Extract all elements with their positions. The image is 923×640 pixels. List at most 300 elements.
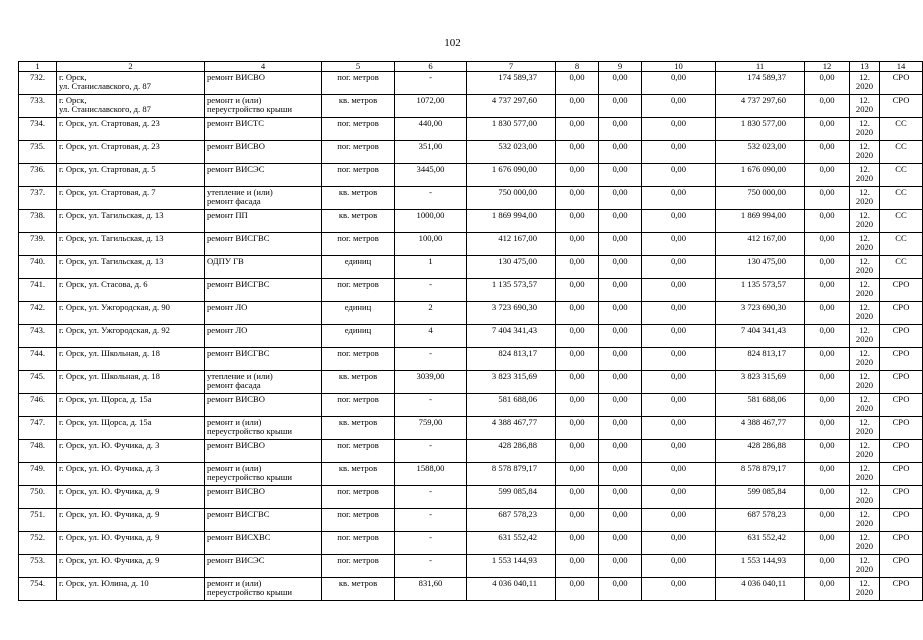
column-header: 9 <box>599 62 642 72</box>
unit-cell: пог. метров <box>322 141 395 164</box>
amount-cell: 4 036 040,11 <box>716 578 805 601</box>
table-row <box>19 279 923 302</box>
work-type-cell: ремонт ВИСЭС <box>205 164 322 187</box>
column-header: 6 <box>395 62 467 72</box>
address-cell: г. Орск, ул. Ужгородская, д. 92 <box>57 325 205 348</box>
work-type-cell: ремонт ПП <box>205 210 322 233</box>
amount-cell: 0,00 <box>599 348 642 371</box>
amount-cell: 0,00 <box>599 279 642 302</box>
column-header: 11 <box>716 62 805 72</box>
amount-cell: 0,00 <box>642 95 716 118</box>
total-cost-cell: 1 135 573,57 <box>467 279 556 302</box>
table-row <box>19 325 923 348</box>
amount-cell: 0,00 <box>599 578 642 601</box>
table-row <box>19 256 923 279</box>
amount-cell: 0,00 <box>642 141 716 164</box>
amount-cell: 0,00 <box>805 371 850 394</box>
funding-source-cell: СРО <box>880 486 923 509</box>
address-cell: г. Орск, ул. Станиславского, д. 87 <box>57 95 205 118</box>
column-header: 14 <box>880 62 923 72</box>
amount-cell: 0,00 <box>556 256 599 279</box>
row-number: 741. <box>19 279 57 302</box>
funding-source-cell: СРО <box>880 463 923 486</box>
amount-cell: 0,00 <box>556 118 599 141</box>
date-cell: 12. 2020 <box>850 532 880 555</box>
address-cell: г. Орск, ул. Ю. Фучика, д. 3 <box>57 440 205 463</box>
unit-cell: пог. метров <box>322 348 395 371</box>
amount-cell: 174 589,37 <box>716 72 805 95</box>
address-cell: г. Орск, ул. Юлина, д. 10 <box>57 578 205 601</box>
address-cell: г. Орск, ул. Ю. Фучика, д. 9 <box>57 532 205 555</box>
amount-cell: 0,00 <box>599 256 642 279</box>
total-cost-cell: 4 036 040,11 <box>467 578 556 601</box>
total-cost-cell: 824 813,17 <box>467 348 556 371</box>
date-cell: 12. 2020 <box>850 463 880 486</box>
amount-cell: 0,00 <box>599 187 642 210</box>
amount-cell: 631 552,42 <box>716 532 805 555</box>
table-row <box>19 463 923 486</box>
row-number: 742. <box>19 302 57 325</box>
amount-cell: 0,00 <box>642 532 716 555</box>
address-cell: г. Орск, ул. Тагильская, д. 13 <box>57 256 205 279</box>
amount-cell: 0,00 <box>556 555 599 578</box>
amount-cell: 0,00 <box>556 348 599 371</box>
unit-cell: пог. метров <box>322 279 395 302</box>
unit-cell: кв. метров <box>322 417 395 440</box>
work-type-cell: ремонт ВИСГВС <box>205 279 322 302</box>
amount-cell: 0,00 <box>599 440 642 463</box>
date-cell: 12. 2020 <box>850 417 880 440</box>
funding-source-cell: СС <box>880 118 923 141</box>
work-type-cell: утепление и (или) ремонт фасада <box>205 187 322 210</box>
amount-cell: 0,00 <box>642 371 716 394</box>
column-header: 8 <box>556 62 599 72</box>
amount-cell: 0,00 <box>805 233 850 256</box>
quantity-cell: - <box>395 72 467 95</box>
amount-cell: 0,00 <box>556 302 599 325</box>
quantity-cell: 440,00 <box>395 118 467 141</box>
column-header: 5 <box>322 62 395 72</box>
amount-cell: 0,00 <box>642 578 716 601</box>
unit-cell: единиц <box>322 302 395 325</box>
amount-cell: 0,00 <box>599 371 642 394</box>
funding-source-cell: СРО <box>880 578 923 601</box>
date-cell: 12. 2020 <box>850 555 880 578</box>
amount-cell: 687 578,23 <box>716 509 805 532</box>
date-cell: 12. 2020 <box>850 440 880 463</box>
amount-cell: 0,00 <box>642 325 716 348</box>
amount-cell: 0,00 <box>642 463 716 486</box>
table-row <box>19 95 923 118</box>
table-row <box>19 348 923 371</box>
total-cost-cell: 1 830 577,00 <box>467 118 556 141</box>
funding-source-cell: СРО <box>880 302 923 325</box>
quantity-cell: 4 <box>395 325 467 348</box>
table-row <box>19 233 923 256</box>
funding-source-cell: СС <box>880 233 923 256</box>
total-cost-cell: 174 589,37 <box>467 72 556 95</box>
funding-source-cell: СРО <box>880 371 923 394</box>
quantity-cell: - <box>395 394 467 417</box>
amount-cell: 0,00 <box>599 302 642 325</box>
unit-cell: пог. метров <box>322 394 395 417</box>
table-row <box>19 141 923 164</box>
row-number: 740. <box>19 256 57 279</box>
work-type-cell: ремонт ВИСГВС <box>205 348 322 371</box>
unit-cell: пог. метров <box>322 486 395 509</box>
row-number: 736. <box>19 164 57 187</box>
amount-cell: 0,00 <box>556 95 599 118</box>
date-cell: 12. 2020 <box>850 164 880 187</box>
amount-cell: 0,00 <box>556 463 599 486</box>
table-row <box>19 578 923 601</box>
row-number: 732. <box>19 72 57 95</box>
address-cell: г. Орск, ул. Тагильская, д. 13 <box>57 210 205 233</box>
amount-cell: 0,00 <box>556 417 599 440</box>
address-cell: г. Орск, ул. Ю. Фучика, д. 9 <box>57 486 205 509</box>
amount-cell: 0,00 <box>805 302 850 325</box>
funding-source-cell: СРО <box>880 417 923 440</box>
row-number: 739. <box>19 233 57 256</box>
row-number: 744. <box>19 348 57 371</box>
amount-cell: 0,00 <box>599 72 642 95</box>
date-cell: 12. 2020 <box>850 187 880 210</box>
amount-cell: 0,00 <box>599 463 642 486</box>
amount-cell: 0,00 <box>805 578 850 601</box>
row-number: 738. <box>19 210 57 233</box>
amount-cell: 532 023,00 <box>716 141 805 164</box>
address-cell: г. Орск, ул. Ужгородская, д. 90 <box>57 302 205 325</box>
amount-cell: 581 688,06 <box>716 394 805 417</box>
unit-cell: пог. метров <box>322 440 395 463</box>
table-row <box>19 72 923 95</box>
address-cell: г. Орск, ул. Ю. Фучика, д. 3 <box>57 463 205 486</box>
amount-cell: 4 737 297,60 <box>716 95 805 118</box>
quantity-cell: 1000,00 <box>395 210 467 233</box>
amount-cell: 1 830 577,00 <box>716 118 805 141</box>
amount-cell: 0,00 <box>805 141 850 164</box>
row-number: 735. <box>19 141 57 164</box>
amount-cell: 412 167,00 <box>716 233 805 256</box>
unit-cell: единиц <box>322 325 395 348</box>
amount-cell: 0,00 <box>805 463 850 486</box>
unit-cell: кв. метров <box>322 578 395 601</box>
unit-cell: кв. метров <box>322 210 395 233</box>
amount-cell: 0,00 <box>805 187 850 210</box>
date-cell: 12. 2020 <box>850 578 880 601</box>
funding-source-cell: СС <box>880 187 923 210</box>
quantity-cell: 831,60 <box>395 578 467 601</box>
amount-cell: 0,00 <box>556 210 599 233</box>
quantity-cell: 759,00 <box>395 417 467 440</box>
date-cell: 12. 2020 <box>850 95 880 118</box>
amount-cell: 0,00 <box>805 72 850 95</box>
column-header: 1 <box>19 62 57 72</box>
quantity-cell: - <box>395 279 467 302</box>
amount-cell: 0,00 <box>599 141 642 164</box>
funding-source-cell: СРО <box>880 95 923 118</box>
amount-cell: 0,00 <box>642 164 716 187</box>
amount-cell: 4 388 467,77 <box>716 417 805 440</box>
amount-cell: 0,00 <box>805 210 850 233</box>
row-number: 733. <box>19 95 57 118</box>
unit-cell: единиц <box>322 256 395 279</box>
amount-cell: 0,00 <box>805 394 850 417</box>
date-cell: 12. 2020 <box>850 486 880 509</box>
amount-cell: 0,00 <box>599 486 642 509</box>
quantity-cell: - <box>395 532 467 555</box>
column-header: 13 <box>850 62 880 72</box>
amount-cell: 0,00 <box>805 486 850 509</box>
funding-source-cell: СС <box>880 210 923 233</box>
unit-cell: пог. метров <box>322 233 395 256</box>
amount-cell: 0,00 <box>642 279 716 302</box>
amount-cell: 0,00 <box>599 95 642 118</box>
date-cell: 12. 2020 <box>850 371 880 394</box>
unit-cell: кв. метров <box>322 463 395 486</box>
amount-cell: 0,00 <box>556 233 599 256</box>
repair-program-table <box>18 61 923 601</box>
address-cell: г. Орск, ул. Стартовая, д. 23 <box>57 118 205 141</box>
address-cell: г. Орск, ул. Стартовая, д. 5 <box>57 164 205 187</box>
funding-source-cell: СС <box>880 164 923 187</box>
total-cost-cell: 412 167,00 <box>467 233 556 256</box>
work-type-cell: ремонт ВИСВО <box>205 440 322 463</box>
amount-cell: 0,00 <box>642 210 716 233</box>
funding-source-cell: СРО <box>880 555 923 578</box>
column-header: 4 <box>205 62 322 72</box>
date-cell: 12. 2020 <box>850 302 880 325</box>
amount-cell: 0,00 <box>805 348 850 371</box>
amount-cell: 0,00 <box>556 486 599 509</box>
amount-cell: 3 723 690,30 <box>716 302 805 325</box>
quantity-cell: 1072,00 <box>395 95 467 118</box>
quantity-cell: 3039,00 <box>395 371 467 394</box>
work-type-cell: ремонт ВИСЭС <box>205 555 322 578</box>
row-number: 747. <box>19 417 57 440</box>
row-number: 752. <box>19 532 57 555</box>
table-row <box>19 302 923 325</box>
amount-cell: 0,00 <box>642 118 716 141</box>
work-type-cell: ремонт ВИСГВС <box>205 233 322 256</box>
amount-cell: 0,00 <box>642 509 716 532</box>
funding-source-cell: СРО <box>880 72 923 95</box>
work-type-cell: ремонт и (или) переустройство крыши <box>205 417 322 440</box>
amount-cell: 0,00 <box>556 141 599 164</box>
quantity-cell: 1 <box>395 256 467 279</box>
amount-cell: 0,00 <box>642 256 716 279</box>
address-cell: г. Орск, ул. Тагильская, д. 13 <box>57 233 205 256</box>
address-cell: г. Орск, ул. Стартовая, д. 7 <box>57 187 205 210</box>
funding-source-cell: СС <box>880 141 923 164</box>
date-cell: 12. 2020 <box>850 210 880 233</box>
quantity-cell: - <box>395 486 467 509</box>
address-cell: г. Орск, ул. Щорса, д. 15а <box>57 417 205 440</box>
amount-cell: 0,00 <box>556 279 599 302</box>
amount-cell: 0,00 <box>599 233 642 256</box>
address-cell: г. Орск, ул. Стартовая, д. 23 <box>57 141 205 164</box>
address-cell: г. Орск, ул. Ю. Фучика, д. 9 <box>57 509 205 532</box>
amount-cell: 0,00 <box>599 210 642 233</box>
amount-cell: 1 869 994,00 <box>716 210 805 233</box>
work-type-cell: ремонт ВИСВО <box>205 141 322 164</box>
work-type-cell: ремонт ЛО <box>205 325 322 348</box>
quantity-cell: 351,00 <box>395 141 467 164</box>
amount-cell: 0,00 <box>556 371 599 394</box>
quantity-cell: - <box>395 187 467 210</box>
amount-cell: 0,00 <box>556 440 599 463</box>
total-cost-cell: 3 723 690,30 <box>467 302 556 325</box>
table-row <box>19 118 923 141</box>
table-row <box>19 532 923 555</box>
amount-cell: 0,00 <box>805 279 850 302</box>
funding-source-cell: СРО <box>880 279 923 302</box>
quantity-cell: 3445,00 <box>395 164 467 187</box>
amount-cell: 0,00 <box>805 164 850 187</box>
amount-cell: 0,00 <box>599 325 642 348</box>
amount-cell: 0,00 <box>556 325 599 348</box>
amount-cell: 0,00 <box>556 72 599 95</box>
work-type-cell: ремонт ВИСВО <box>205 394 322 417</box>
work-type-cell: ремонт ВИСВО <box>205 486 322 509</box>
amount-cell: 0,00 <box>556 164 599 187</box>
total-cost-cell: 428 286,88 <box>467 440 556 463</box>
amount-cell: 0,00 <box>642 417 716 440</box>
row-number: 748. <box>19 440 57 463</box>
work-type-cell: ОДПУ ГВ <box>205 256 322 279</box>
quantity-cell: 100,00 <box>395 233 467 256</box>
amount-cell: 3 823 315,69 <box>716 371 805 394</box>
total-cost-cell: 130 475,00 <box>467 256 556 279</box>
total-cost-cell: 1 553 144,93 <box>467 555 556 578</box>
table-row <box>19 164 923 187</box>
amount-cell: 0,00 <box>642 440 716 463</box>
amount-cell: 0,00 <box>599 555 642 578</box>
page-number: 102 <box>444 37 461 49</box>
row-number: 754. <box>19 578 57 601</box>
total-cost-cell: 1 676 090,00 <box>467 164 556 187</box>
date-cell: 12. 2020 <box>850 348 880 371</box>
amount-cell: 1 135 573,57 <box>716 279 805 302</box>
address-cell: г. Орск, ул. Щорса, д. 15а <box>57 394 205 417</box>
date-cell: 12. 2020 <box>850 233 880 256</box>
amount-cell: 0,00 <box>805 509 850 532</box>
amount-cell: 750 000,00 <box>716 187 805 210</box>
work-type-cell: утепление и (или) ремонт фасада <box>205 371 322 394</box>
row-number: 751. <box>19 509 57 532</box>
amount-cell: 0,00 <box>805 95 850 118</box>
unit-cell: кв. метров <box>322 95 395 118</box>
total-cost-cell: 8 578 879,17 <box>467 463 556 486</box>
table-row <box>19 187 923 210</box>
table-body <box>19 62 923 601</box>
funding-source-cell: СРО <box>880 394 923 417</box>
amount-cell: 0,00 <box>805 555 850 578</box>
quantity-cell: 1588,00 <box>395 463 467 486</box>
row-number: 746. <box>19 394 57 417</box>
date-cell: 12. 2020 <box>850 256 880 279</box>
amount-cell: 428 286,88 <box>716 440 805 463</box>
unit-cell: пог. метров <box>322 72 395 95</box>
amount-cell: 599 085,84 <box>716 486 805 509</box>
date-cell: 12. 2020 <box>850 72 880 95</box>
funding-source-cell: СРО <box>880 348 923 371</box>
address-cell: г. Орск, ул. Ю. Фучика, д. 9 <box>57 555 205 578</box>
unit-cell: кв. метров <box>322 371 395 394</box>
funding-source-cell: СРО <box>880 532 923 555</box>
work-type-cell: ремонт ЛО <box>205 302 322 325</box>
work-type-cell: ремонт и (или) переустройство крыши <box>205 95 322 118</box>
amount-cell: 0,00 <box>556 187 599 210</box>
quantity-cell: - <box>395 348 467 371</box>
funding-source-cell: СРО <box>880 440 923 463</box>
amount-cell: 0,00 <box>642 486 716 509</box>
amount-cell: 1 553 144,93 <box>716 555 805 578</box>
amount-cell: 1 676 090,00 <box>716 164 805 187</box>
row-number: 745. <box>19 371 57 394</box>
quantity-cell: 2 <box>395 302 467 325</box>
unit-cell: пог. метров <box>322 532 395 555</box>
row-number: 750. <box>19 486 57 509</box>
amount-cell: 0,00 <box>599 509 642 532</box>
unit-cell: пог. метров <box>322 555 395 578</box>
row-number: 743. <box>19 325 57 348</box>
amount-cell: 0,00 <box>805 256 850 279</box>
date-cell: 12. 2020 <box>850 279 880 302</box>
table-row <box>19 394 923 417</box>
work-type-cell: ремонт ВИСХВС <box>205 532 322 555</box>
address-cell: г. Орск, ул. Стасова, д. 6 <box>57 279 205 302</box>
amount-cell: 0,00 <box>642 302 716 325</box>
amount-cell: 0,00 <box>805 532 850 555</box>
amount-cell: 0,00 <box>642 555 716 578</box>
work-type-cell: ремонт ВИСГВС <box>205 509 322 532</box>
table-row <box>19 440 923 463</box>
table-row <box>19 555 923 578</box>
work-type-cell: ремонт и (или) переустройство крыши <box>205 463 322 486</box>
column-header: 7 <box>467 62 556 72</box>
date-cell: 12. 2020 <box>850 118 880 141</box>
amount-cell: 0,00 <box>556 509 599 532</box>
date-cell: 12. 2020 <box>850 141 880 164</box>
funding-source-cell: СРО <box>880 509 923 532</box>
unit-cell: пог. метров <box>322 509 395 532</box>
address-cell: г. Орск, ул. Станиславского, д. 87 <box>57 72 205 95</box>
amount-cell: 0,00 <box>805 440 850 463</box>
amount-cell: 0,00 <box>599 118 642 141</box>
row-number: 737. <box>19 187 57 210</box>
amount-cell: 0,00 <box>556 578 599 601</box>
funding-source-cell: СРО <box>880 325 923 348</box>
table-row <box>19 371 923 394</box>
amount-cell: 0,00 <box>599 394 642 417</box>
amount-cell: 0,00 <box>805 417 850 440</box>
quantity-cell: - <box>395 440 467 463</box>
quantity-cell: - <box>395 509 467 532</box>
amount-cell: 0,00 <box>805 325 850 348</box>
work-type-cell: ремонт ВИСВО <box>205 72 322 95</box>
column-header: 12 <box>805 62 850 72</box>
amount-cell: 0,00 <box>599 164 642 187</box>
row-number: 753. <box>19 555 57 578</box>
column-number-row <box>19 62 923 72</box>
amount-cell: 0,00 <box>642 233 716 256</box>
total-cost-cell: 532 023,00 <box>467 141 556 164</box>
amount-cell: 8 578 879,17 <box>716 463 805 486</box>
total-cost-cell: 7 404 341,43 <box>467 325 556 348</box>
amount-cell: 0,00 <box>642 187 716 210</box>
date-cell: 12. 2020 <box>850 394 880 417</box>
